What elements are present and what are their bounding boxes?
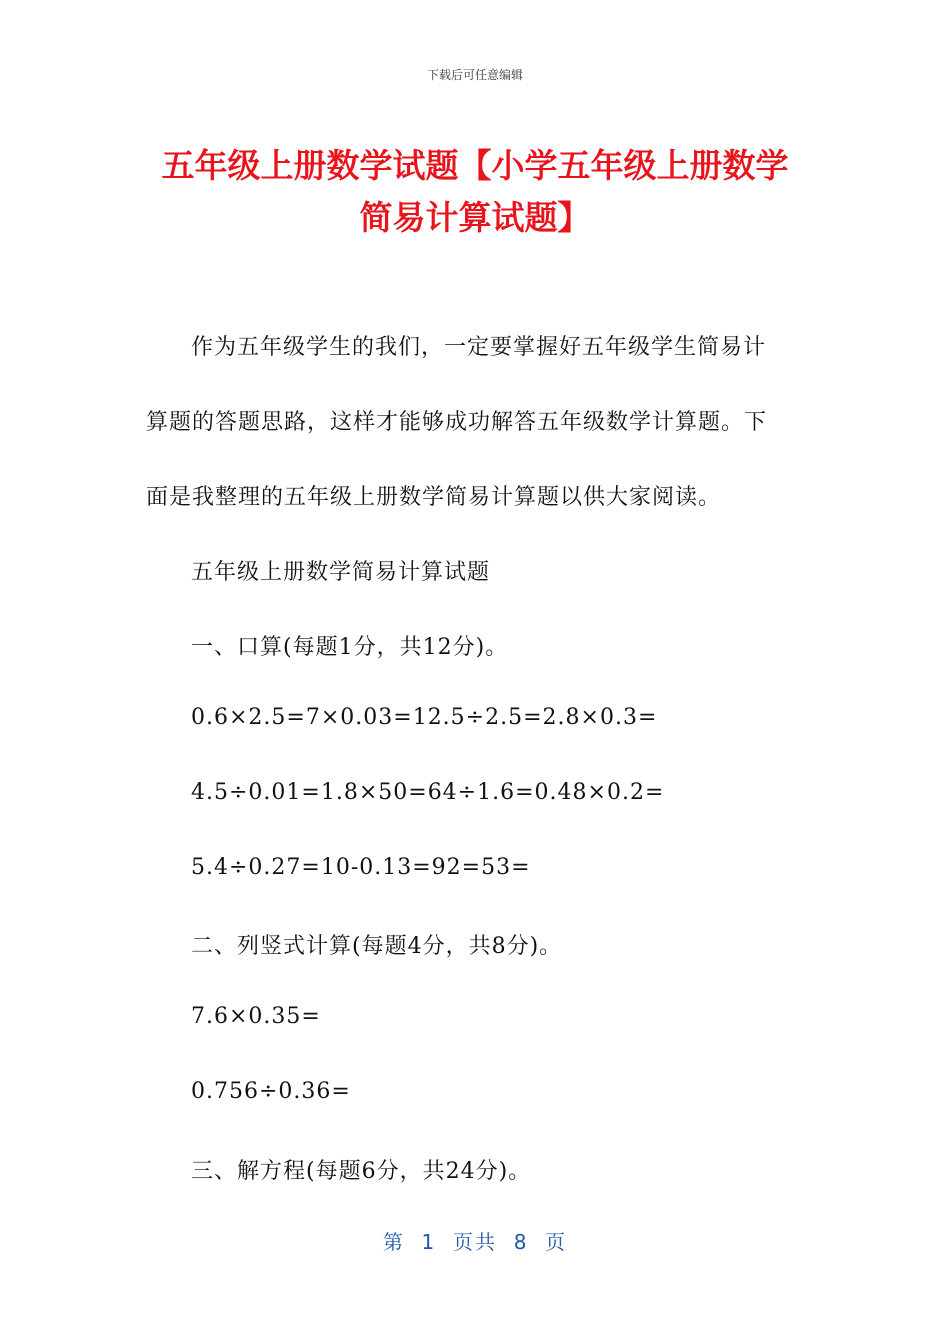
section-heading: 五年级上册数学简易计算试题: [191, 560, 491, 585]
title-line-1: 五年级上册数学试题【小学五年级上册数学: [161, 146, 789, 185]
intro-line-1: 作为五年级学生的我们，一定要掌握好五年级学生简易计: [191, 335, 767, 360]
problem-line: 7.6×0.35=: [191, 1004, 321, 1029]
problem-line: 4.5÷0.01=1.8×50=64÷1.6=0.48×0.2=: [191, 780, 665, 805]
page-footer: 第 1 页共 8 页: [382, 1230, 568, 1254]
problem-line: 0.6×2.5=7×0.03=12.5÷2.5=2.8×0.3=: [191, 705, 658, 730]
title-line-2: 简易计算试题】: [359, 198, 591, 237]
problem-line: 5.4÷0.27=10-0.13=92=53=: [191, 855, 531, 880]
part-two-heading: 二、列竖式计算(每题4分，共8分)。: [191, 934, 563, 959]
intro-line-2: 算题的答题思路，这样才能够成功解答五年级数学计算题。下: [146, 410, 768, 435]
part-three-heading: 三、解方程(每题6分，共24分)。: [191, 1159, 532, 1184]
part-one-heading: 一、口算(每题1分，共12分)。: [191, 635, 509, 660]
problem-line: 0.756÷0.36=: [191, 1079, 351, 1104]
intro-line-3: 面是我整理的五年级上册数学简易计算题以供大家阅读。: [146, 485, 722, 510]
document-title: [150, 140, 800, 244]
header-note: 下载后可任意编辑: [426, 68, 523, 82]
